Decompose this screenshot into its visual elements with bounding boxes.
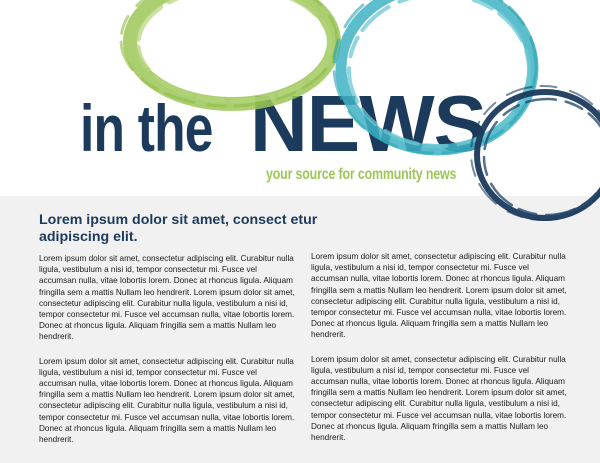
paragraph: Lorem ipsum dolor sit amet, consectetur adipiscing elit. Curabitur nulla ligula, vestibulum a nisi id, tempor consectetur mi. Fusce vel accumsan nulla, vitae lobortis lorem. Donec at rhoncus ligula. Aliquam fringilla sem a mattis Nullam leo hendrerit. Lorem ipsum dolor sit amet, consectetur adipiscing elit. Curabitur nulla ligula, vestibulum a nisi id, tempor consectetur mi. Fusce vel accumsan nulla, vitae lobortis lorem. Donec at rhoncus ligula. Aliquam fringilla sem a mattis Nullam leo hendrerit.: [39, 254, 295, 342]
paragraph: Lorem ipsum dolor sit amet, consectetur adipiscing elit. Curabitur nulla ligula, vestibulum a nisi id, tempor consectetur mi. Fusce vel accumsan nulla, vitae lobortis lorem. Donec at rhoncus ligula. Aliquam fringilla sem a mattis Nullam leo hendrerit. Lorem ipsum dolor sit amet, consectetur adipiscing elit. Curabitur nulla ligula, vestibulum a nisi id, tempor consectetur mi. Fusce vel accumsan nulla, vitae lobortis lorem. Donec at rhoncus ligula. Aliquam fringilla sem a mattis Nullam leo hendrerit.: [311, 354, 567, 443]
article-area: [0, 196, 600, 463]
paragraph: Lorem ipsum dolor sit amet, consectetur adipiscing elit. Curabitur nulla ligula, vestibulum a nisi id, tempor consectetur mi. Fusce vel accumsan nulla, vitae lobortis lorem. Donec at rhoncus ligula. Aliquam fringilla sem a mattis Nullam leo hendrerit. Lorem ipsum dolor sit amet, consectetur adipiscing elit. Curabitur nulla ligula, vestibulum a nisi id, tempor consectetur mi. Fusce vel accumsan nulla, vitae lobortis lorem. Donec at rhoncus ligula. Aliquam fringilla sem a mattis Nullam leo hendrerit.: [39, 356, 295, 445]
masthead-title-small: in the: [80, 91, 213, 165]
paragraph: Lorem ipsum dolor sit amet, consectetur adipiscing elit. Curabitur nulla ligula, vestibulum a nisi id, tempor consectetur mi. Fusce vel accumsan nulla, vitae lobortis lorem. Donec at rhoncus ligula. Aliquam fringilla sem a mattis Nullam leo hendrerit. Lorem ipsum dolor sit amet, consectetur adipiscing elit. Curabitur nulla ligula, vestibulum a nisi id, tempor consectetur mi. Fusce vel accumsan nulla, vitae lobortis lorem. Donec at rhoncus ligula. Aliquam fringilla sem a mattis Nullam leo hendrerit.: [311, 252, 567, 340]
masthead-title: [80, 79, 486, 168]
article-column-left: [39, 253, 295, 458]
masthead: [0, 0, 600, 196]
article-column-right: [311, 251, 567, 456]
article-headline: Lorem ipsum dolor sit amet, consect etur adipiscing elit.: [39, 212, 318, 245]
masthead-title-big: NEWS: [250, 79, 486, 168]
masthead-tagline: your source for community news: [266, 166, 457, 183]
